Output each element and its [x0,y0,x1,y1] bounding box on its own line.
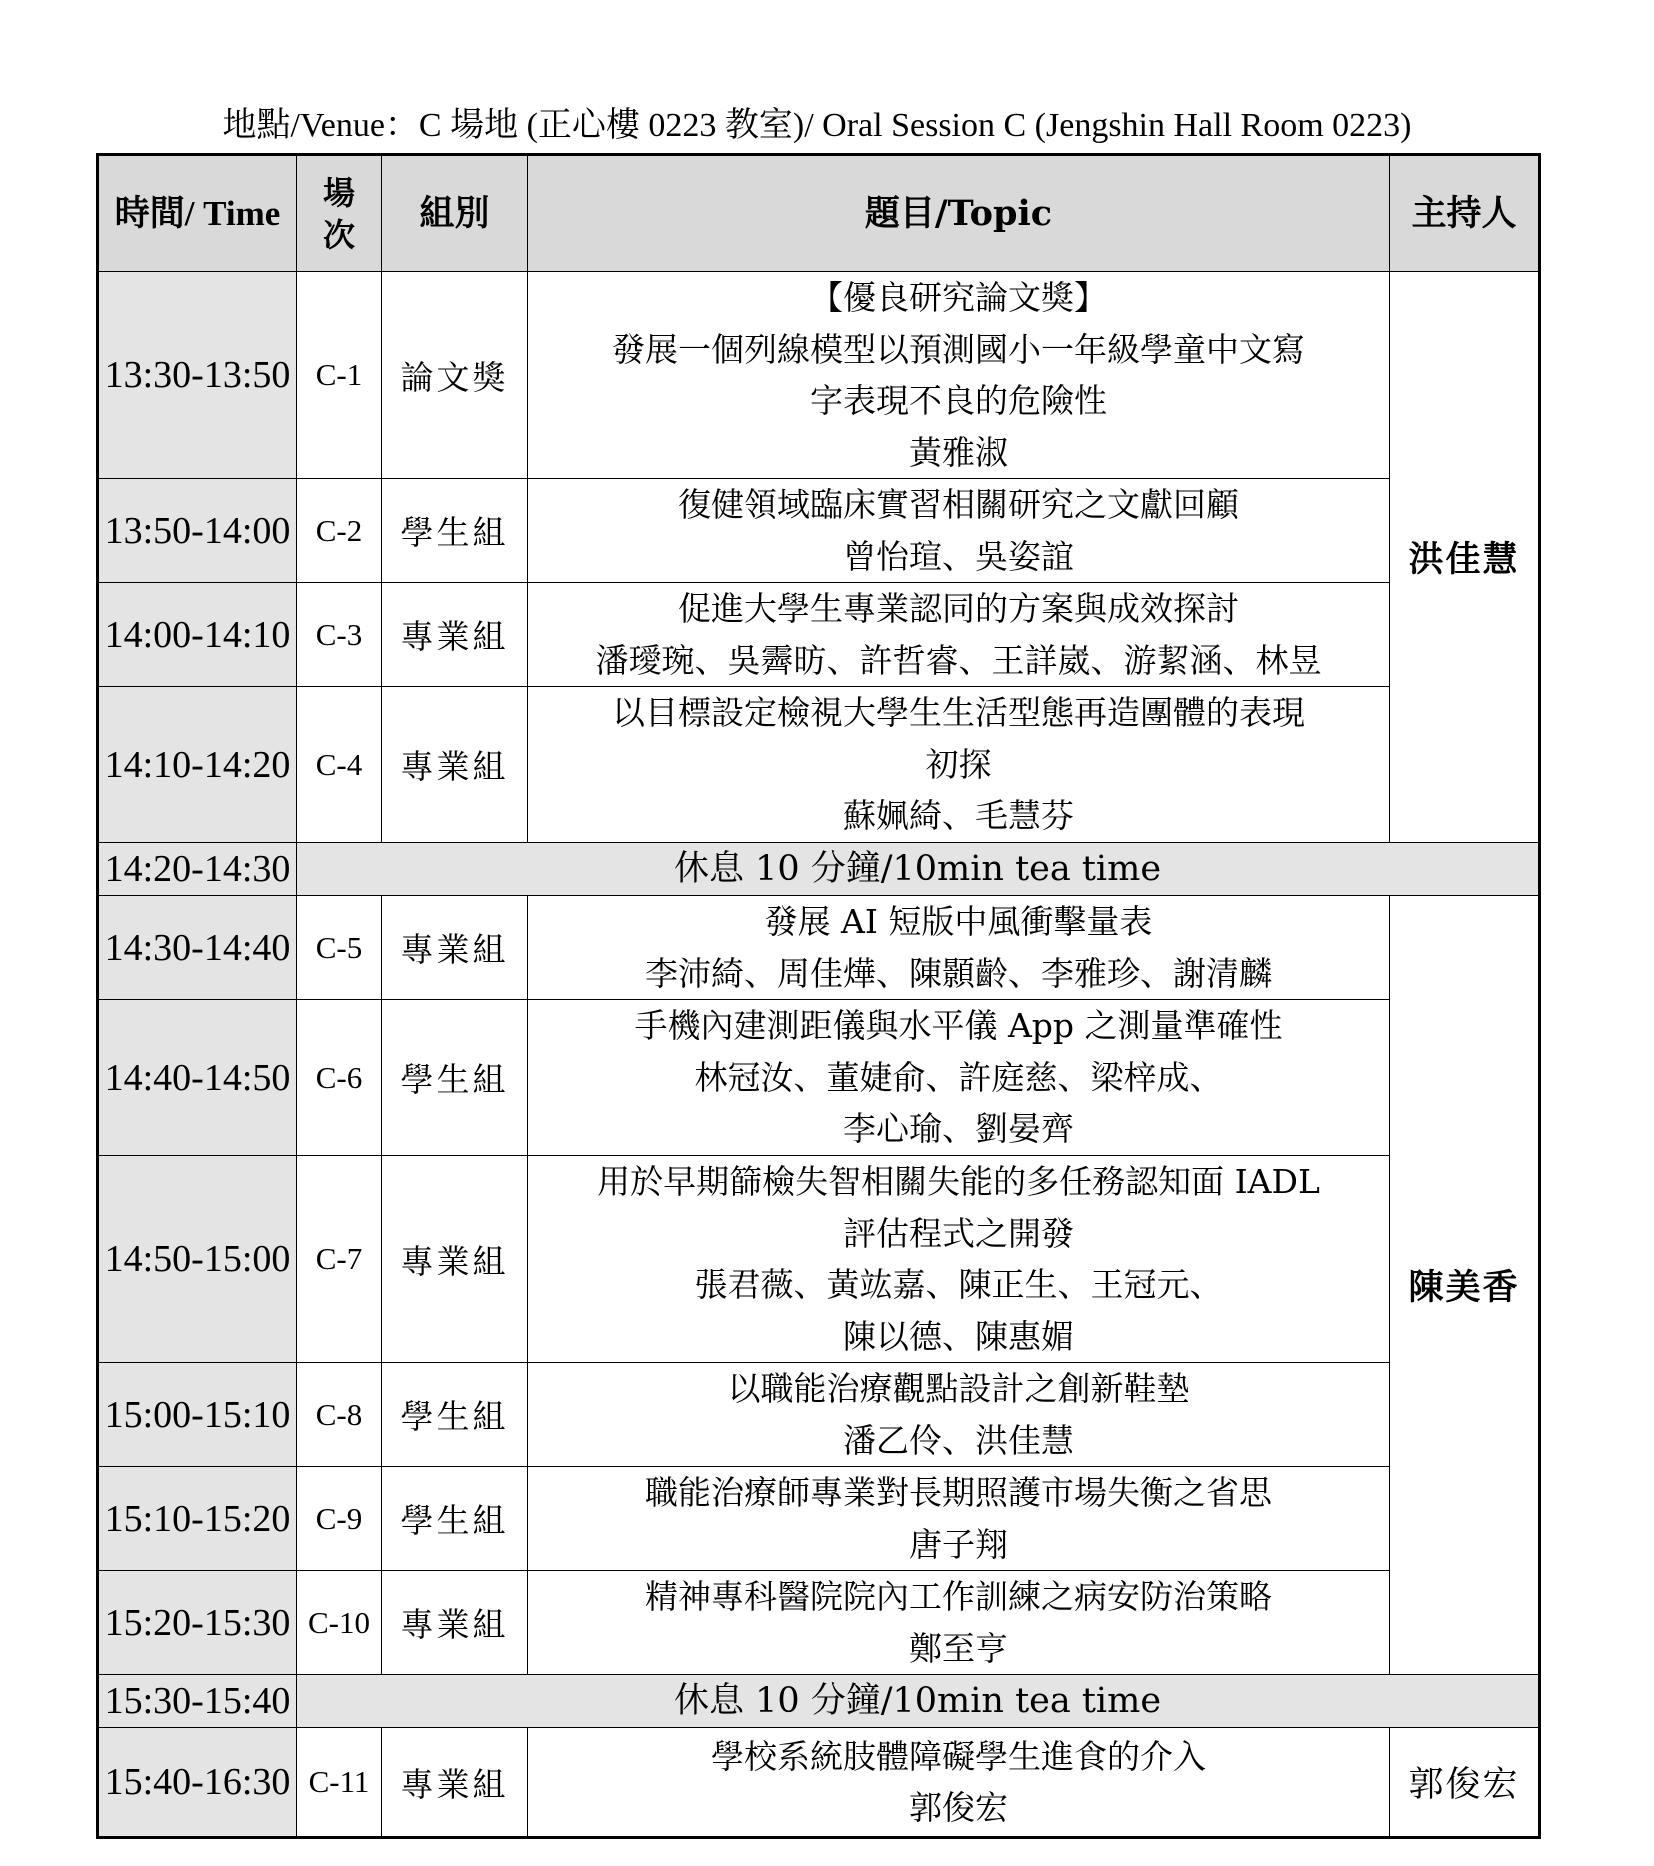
time-cell: 15:30-15:40 [98,1675,297,1728]
time-cell: 15:10-15:20 [98,1467,297,1571]
venue-caption: 地點/Venue：C 場地 (正心樓 0223 教室)/ Oral Session C (Jengshin Hall Room 0223) [222,107,1412,144]
topic-title-line: 職能治療師專業對長期照護市場失衡之省思 [645,1473,1272,1512]
topic-title-line: 評估程式之開發 [843,1213,1074,1253]
topic-cell [528,272,1390,479]
topic-author-line: 陳以德、陳惠媚 [843,1316,1074,1356]
topic-author-line: 鄭至亨 [909,1628,1008,1668]
group-cell: 專業組 [382,1571,528,1675]
group-cell: 專業組 [382,583,528,687]
session-code: C-3 [297,583,382,687]
break-row [98,843,1540,896]
topic-author-line: 蘇姵綺、毛慧芬 [843,796,1074,836]
topic-title-line: 用於早期篩檢失智相關失能的多任務認知面 IADL [597,1162,1320,1201]
header-row [98,155,1540,272]
group-cell: 專業組 [382,1156,528,1363]
topic-author-line: 曾怡瑄、吳姿誼 [843,536,1074,576]
group-cell: 專業組 [382,896,528,1000]
topic-title-line: 學校系統肢體障礙學生進食的介入 [711,1736,1206,1776]
break-label: 休息 10 分鐘/10min tea time [297,843,1540,896]
group-cell: 學生組 [382,1467,528,1571]
topic-title-line: 促進大學生專業認同的方案與成效探討 [678,589,1239,628]
host-cell: 陳美香 [1390,896,1540,1675]
topic-author-line: 郭俊宏 [909,1788,1008,1827]
table-row [98,687,1540,843]
topic-title-line: 以目標設定檢視大學生生活型態再造團體的表現 [612,693,1305,733]
header-group: 組別 [382,155,528,272]
topic-author-line: 唐子翔 [909,1524,1008,1564]
header-time: 時間/ Time [98,155,297,272]
time-cell: 14:20-14:30 [98,843,297,896]
table-row [98,1000,1540,1156]
table-row [98,1728,1540,1838]
host-cell: 洪佳慧 [1390,272,1540,843]
break-row [98,1675,1540,1728]
topic-title-line: 以職能治療觀點設計之創新鞋墊 [727,1369,1190,1408]
header-host: 主持人 [1390,155,1540,272]
topic-cell [528,896,1390,1000]
group-cell: 學生組 [382,1363,528,1467]
session-schedule-table [96,153,1541,1839]
time-cell: 14:10-14:20 [98,687,297,843]
session-code: C-7 [297,1156,382,1363]
topic-cell [528,583,1390,687]
time-cell: 14:40-14:50 [98,1000,297,1156]
topic-cell [528,687,1390,843]
table-row [98,479,1540,583]
topic-title-line: 發展 AI 短版中風衝擊量表 [764,902,1153,941]
topic-cell [528,1156,1390,1363]
table-row [98,1571,1540,1675]
table-row [98,1156,1540,1363]
topic-cell [528,1571,1390,1675]
group-cell: 學生組 [382,479,528,583]
session-code: C-9 [297,1467,382,1571]
time-cell: 14:00-14:10 [98,583,297,687]
topic-author-line: 李沛綺、周佳燁、陳顥齡、李雅珍、謝清麟 [645,953,1272,993]
topic-title-line: 手機內建測距儀與水平儀 App 之測量準確性 [634,1006,1283,1046]
time-cell: 13:30-13:50 [98,272,297,479]
group-cell: 論文獎 [382,272,528,479]
session-code: C-10 [297,1571,382,1675]
topic-author-line: 黃雅淑 [909,432,1008,472]
session-code: C-6 [297,1000,382,1156]
header-topic: 題目/Topic [528,155,1390,272]
topic-title-line: 精神專科醫院院內工作訓練之病安防治策略 [645,1577,1272,1616]
topic-cell [528,1000,1390,1156]
time-cell: 14:30-14:40 [98,896,297,1000]
session-code: C-8 [297,1363,382,1467]
award-label: 【優良研究論文獎】 [810,278,1107,317]
topic-author-line: 張君薇、黃竑嘉、陳正生、王冠元、 [694,1265,1223,1304]
session-code: C-11 [297,1728,382,1838]
topic-title-line: 發展一個列線模型以預測國小一年級學童中文寫 [612,329,1305,369]
topic-title-line: 初探 [925,744,992,784]
time-cell: 14:50-15:00 [98,1156,297,1363]
topic-cell [528,479,1390,583]
host-cell: 郭俊宏 [1390,1728,1540,1838]
topic-author-line: 潘璦琬、吳霽昉、許哲睿、王詳崴、游絜涵、林昱 [595,640,1322,680]
table-row [98,896,1540,1000]
topic-cell [528,1728,1390,1838]
topic-author-line: 潘乙伶、洪佳慧 [843,1420,1074,1460]
time-cell: 15:20-15:30 [98,1571,297,1675]
group-cell: 專業組 [382,687,528,843]
topic-author-line: 李心瑜、劉晏齊 [843,1109,1074,1149]
time-cell: 15:40-16:30 [98,1728,297,1838]
header-session-line2: 次 [322,215,355,254]
group-cell: 專業組 [382,1728,528,1838]
topic-title-line: 字表現不良的危險性 [810,381,1107,420]
table-row [98,272,1540,479]
header-session [297,155,382,272]
topic-author-line: 林冠汝、董婕俞、許庭慈、梁梓成、 [694,1057,1223,1097]
header-session-line1: 場 [322,173,355,212]
time-cell: 13:50-14:00 [98,479,297,583]
topic-cell [528,1363,1390,1467]
topic-title-line: 復健領域臨床實習相關研究之文獻回顧 [678,485,1239,524]
group-cell: 學生組 [382,1000,528,1156]
break-label: 休息 10 分鐘/10min tea time [297,1675,1540,1728]
table-row [98,583,1540,687]
topic-cell [528,1467,1390,1571]
session-code: C-4 [297,687,382,843]
session-code: C-1 [297,272,382,479]
table-row [98,1363,1540,1467]
table-row [98,1467,1540,1571]
time-cell: 15:00-15:10 [98,1363,297,1467]
session-code: C-2 [297,479,382,583]
session-code: C-5 [297,896,382,1000]
